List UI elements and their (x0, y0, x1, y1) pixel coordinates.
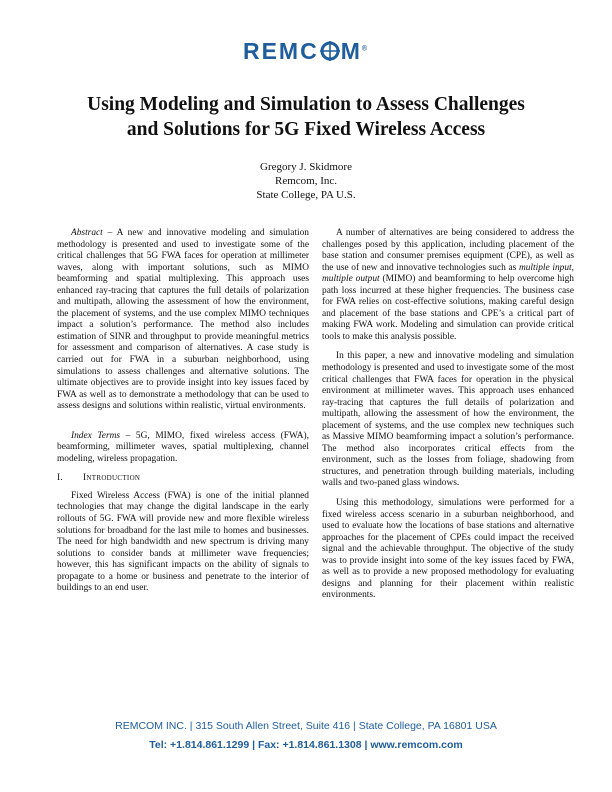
author-location: State College, PA U.S. (256, 189, 356, 201)
index-terms-text: – 5G, MIMO, fixed wireless access (FWA), beamforming, millimeter waves, spatial multiplexing, channel modeling, wireless propagation. (57, 430, 309, 464)
title-line-1: Using Modeling and Simulation to Assess Challenges (87, 94, 525, 115)
right-paragraph-1 (322, 228, 574, 343)
left-column (57, 228, 309, 603)
right-p1-a: A number of alternatives are being considered to address the challenges posed by this application, including placement of the base station and consumer premises equipment (CPE), as well as the use of new and innovative technologies such as (322, 228, 574, 273)
logo-o-target-icon (320, 41, 340, 61)
abstract-text: – A new and innovative modeling and simulation methodology is presented and used to investigate some of the critical challenges that 5G FWA faces for operation at millimeter waves, along with important solutions, such as MIMO beamforming and spatial multiplexing. This approach uses enhanced ray-tracing that captures the full details of polarization and multipath, allowing the assessment of how the environment, the placement of systems, and the use complex MIMO techniques impact a solution’s performance. The method also includes estimation of SINR and throughput to provide meaningful metrics for assessment and comparison of alternatives. A case study is carried out for FWA in a suburban neighborhood, using simulations to assess challenges and alternative solutions. The ultimate objectives are to provide insight into key issues faced by FWA as well as to demonstrate a methodology that can be used to assess designs and solutions within realistic, virtual environments. (57, 228, 309, 412)
right-paragraph-2: In this paper, a new and innovative modeling and simulation methodology is presented and used to investigate some of the most critical challenges that FWA faces for operation in the physical environment at millimeter waves. This approach uses enhanced ray-tracing that captures the full details of polarization and multipath, allowing the assessment of how the environment, the placement of systems, and the use complex new techniques such as Massive MIMO beamforming impact a solution’s performance. The method also incorporates critical effects from the environment, such as the losses from foliage, shadowing from structures, and penetration through building materials, including walls and two-paned glass windows. (322, 351, 574, 489)
author-name: Gregory J. Skidmore (260, 161, 352, 173)
right-p1-b: (MIMO) and beamforming to help overcome high path loss incurred at these higher frequencies. The business case for FWA relies on cost-effective solutions, making careful design and placement of the base stations and CPE’s a critical part of making FWA work. Modeling and simulation can provide critical tools to make this analysis possible. (322, 274, 574, 342)
remcom-logo (0, 38, 612, 65)
section-heading-introduction (57, 473, 309, 485)
section-title: Introduction (83, 473, 141, 484)
author-block (0, 160, 612, 202)
paper-title (40, 92, 572, 142)
index-terms-paragraph (57, 431, 309, 466)
logo-text-right: M (340, 38, 362, 64)
logo-text-left: REMC (242, 38, 319, 64)
section-number: I. (57, 473, 64, 484)
author-org: Remcom, Inc. (274, 175, 337, 187)
index-terms-label: Index Terms (71, 430, 121, 441)
right-paragraph-3: Using this methodology, simulations were performed for a fixed wireless access scenario in a suburban neighborhood, and used to evaluate how the locations of base stations and alternative approaches for the placement of CPEs could impact the received signal and the achievable throughput. The objective of the study was to provide insight into some of the key issues faced by FWA, as well as to provide a new proposed methodology for evaluating designs and planning for their placement within realistic environments. (322, 498, 574, 601)
title-line-2: and Solutions for 5G Fixed Wireless Access (126, 119, 486, 140)
right-p1-emphasis: multiple input, multiple output (322, 262, 574, 285)
footer-contact: Tel: +1.814.861.1299 | Fax: +1.814.861.1308 | www.remcom.com (149, 739, 463, 751)
intro-paragraph-1: Fixed Wireless Access (FWA) is one of the initial planned technologies that may change the digital landscape in the early rollouts of 5G. FWA will provide new and more flexible wireless solutions for broadband for the last mile to homes and businesses. The need for high bandwidth and new spectrum is driving many solutions to consider bands at millimeter wave frequencies; however, this has significant impacts on the ability of signals to propagate to a home or business and penetrate to the interior of buildings to an end user. (57, 490, 309, 594)
registered-mark: ® (361, 45, 370, 53)
right-column (322, 228, 574, 610)
abstract-paragraph (57, 228, 309, 413)
abstract-label: Abstract (71, 228, 103, 238)
footer-address: REMCOM INC. | 315 South Allen Street, Suite 416 | State College, PA 16801 USA (115, 720, 497, 732)
